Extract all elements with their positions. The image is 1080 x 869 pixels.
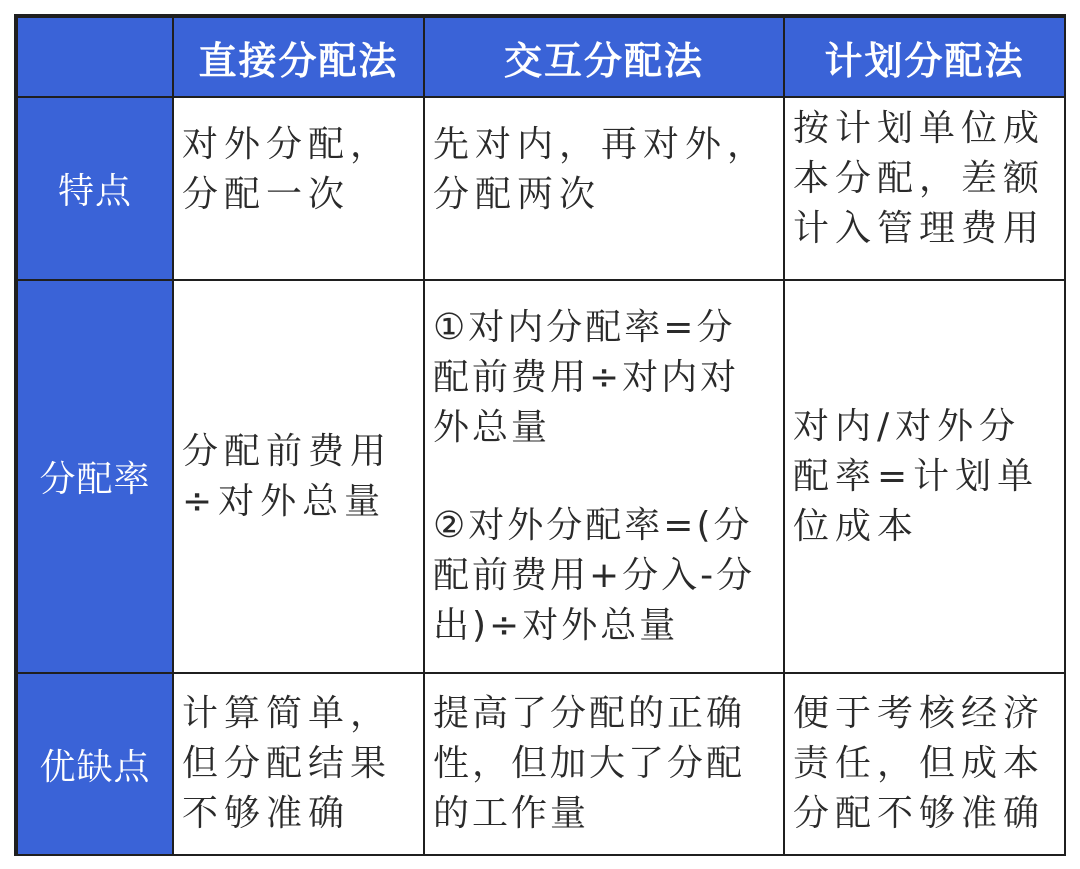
cell-proscons-direct xyxy=(173,673,424,855)
text-line: 位成本 xyxy=(793,505,920,547)
text-line: 外总量 xyxy=(433,406,551,448)
text-line: 性，但加大了分配 xyxy=(433,743,746,784)
text-line: 责任，但成本 xyxy=(793,743,1046,784)
text-line: 配率=计划单 xyxy=(793,455,1040,497)
header-interactive-method: 交互分配法 xyxy=(424,17,784,97)
text-line: 按计划单位成 xyxy=(793,108,1046,149)
row-characteristics xyxy=(17,97,1065,280)
header-direct-method: 直接分配法 xyxy=(173,17,424,97)
corner-cell xyxy=(17,17,173,97)
text-line: 计算简单， xyxy=(182,693,393,734)
text-line: 的工作量 xyxy=(433,793,590,834)
text-line: 对外分配， xyxy=(182,124,393,165)
text-line: 不够准确 xyxy=(182,793,351,834)
cell-characteristics-planned xyxy=(784,97,1065,280)
cell-proscons-interactive xyxy=(424,673,784,855)
header-planned-method: 计划分配法 xyxy=(784,17,1065,97)
text-line: 便于考核经济 xyxy=(793,693,1046,734)
text-line: 分配不够准确 xyxy=(793,793,1046,834)
allocation-method-comparison-table xyxy=(14,14,1066,856)
cell-characteristics-interactive xyxy=(424,97,784,280)
cell-rate-planned xyxy=(784,280,1065,673)
cell-rate-interactive xyxy=(424,280,784,673)
cell-proscons-planned xyxy=(784,673,1065,855)
row-label-characteristics: 特点 xyxy=(17,97,173,280)
text-line: 分配两次 xyxy=(433,174,602,215)
cell-characteristics-direct xyxy=(173,97,424,280)
text-line: 提高了分配的正确 xyxy=(433,693,746,734)
text-line: 配前费用÷对内对 xyxy=(433,356,740,398)
text-line: ②对外分配率=(分 xyxy=(433,504,753,546)
text-line: 分配前费用 xyxy=(182,430,393,472)
formula-external-rate xyxy=(433,501,775,651)
text-line: 但分配结果 xyxy=(182,743,393,784)
comparison-table xyxy=(16,16,1066,856)
row-label-allocation-rate: 分配率 xyxy=(17,280,173,673)
text-line: ÷对外总量 xyxy=(182,480,387,522)
text-line: 对内/对外分 xyxy=(793,405,1022,447)
text-line: 计入管理费用 xyxy=(793,208,1046,249)
text-line: 先对内，再对外， xyxy=(433,124,770,165)
row-allocation-rate xyxy=(17,280,1065,673)
cell-rate-direct xyxy=(173,280,424,673)
formula-internal-rate xyxy=(433,303,775,453)
text-line: 本分配，差额 xyxy=(793,158,1046,199)
text-line: 分配一次 xyxy=(182,174,351,215)
row-label-pros-cons: 优缺点 xyxy=(17,673,173,855)
row-pros-cons xyxy=(17,673,1065,855)
text-line: ①对内分配率=分 xyxy=(433,306,736,348)
header-row xyxy=(17,17,1065,97)
text-line: 配前费用+分入-分 xyxy=(433,554,756,596)
text-line: 出)÷对外总量 xyxy=(433,604,679,646)
